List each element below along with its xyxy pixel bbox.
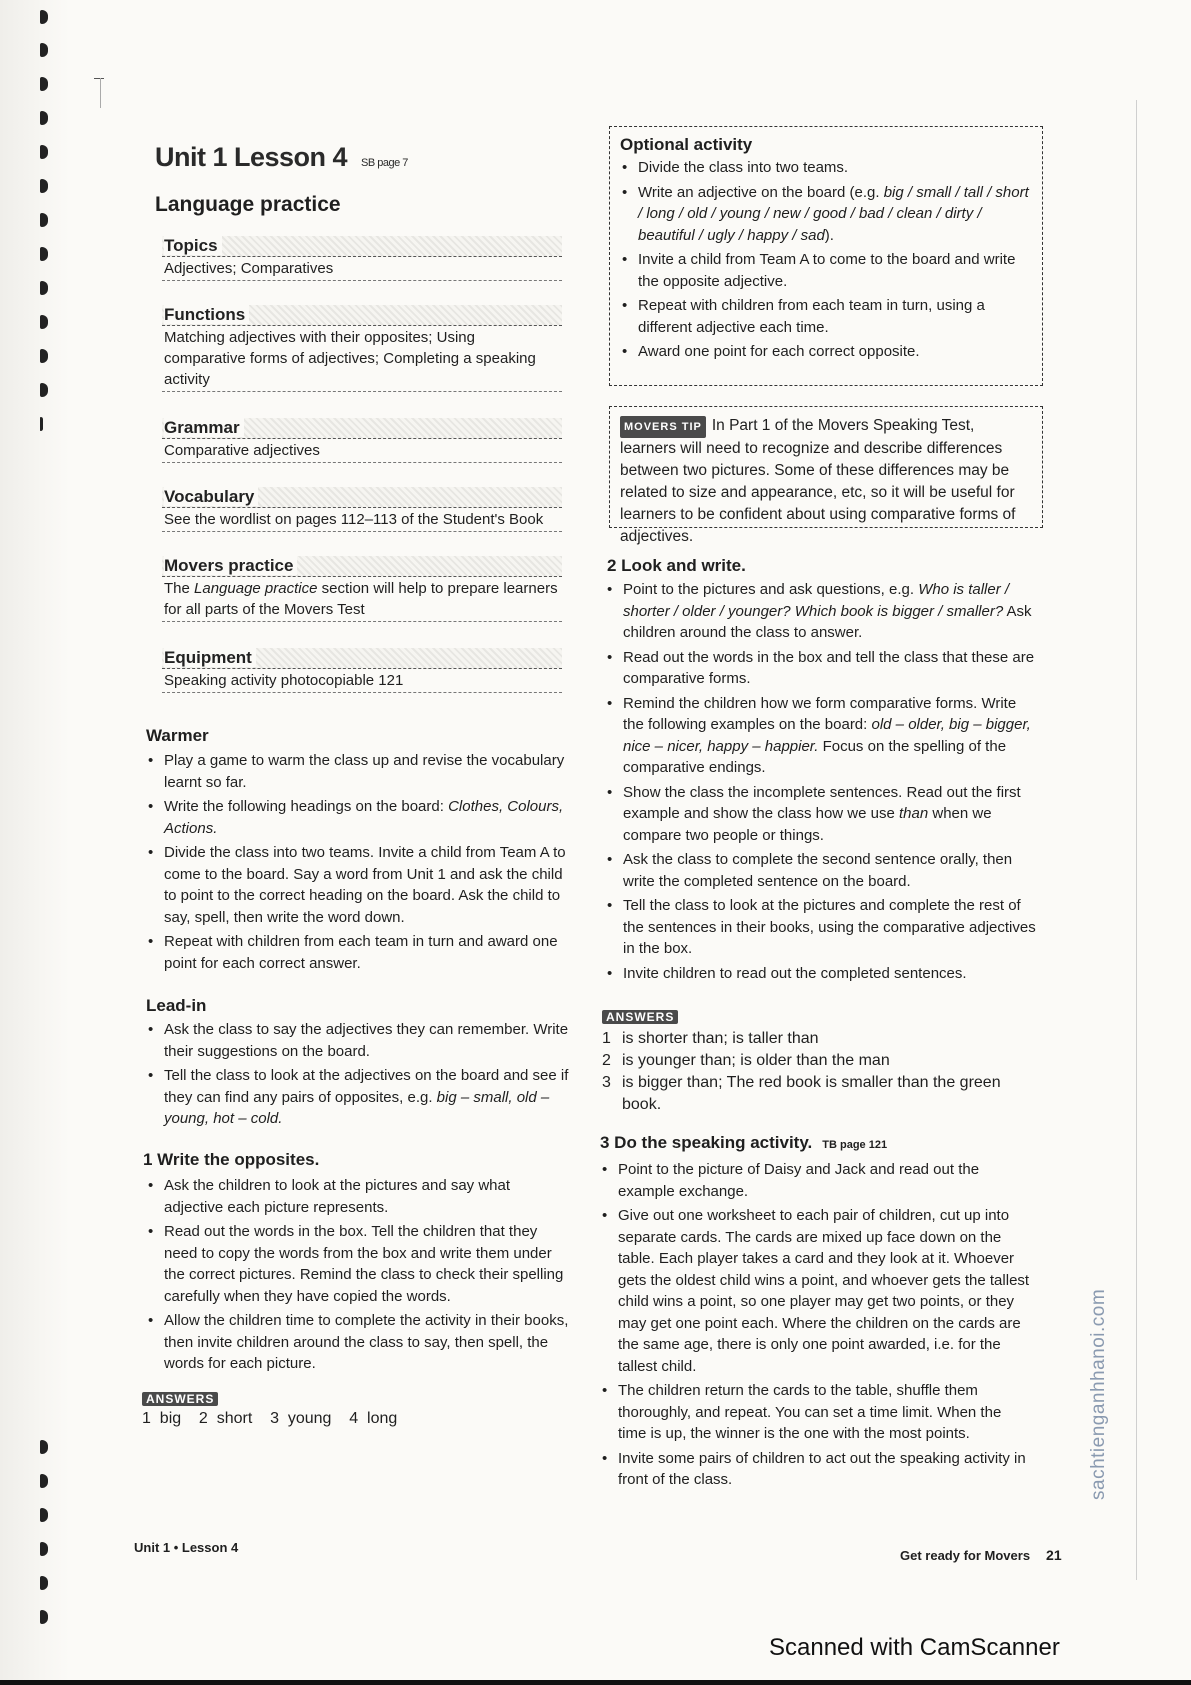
tb-page-ref: TB page 121 [822, 1139, 888, 1151]
binding-hole [40, 1610, 48, 1624]
exercise-2-answers [600, 1028, 1032, 1116]
warmer-list [146, 750, 571, 977]
binding-hole [40, 145, 48, 159]
list-item: • Divide the class into two teams. [620, 157, 1032, 179]
movers-tip-box [609, 406, 1043, 545]
binding-hole [40, 10, 48, 24]
answer-item: 1 is shorter than; is taller than [602, 1030, 819, 1047]
binding-hole [40, 1440, 48, 1454]
exercise-3-list [600, 1159, 1032, 1494]
exercise-1-answers-label [142, 1390, 218, 1408]
list-item: • Ask the children to look at the pictures and say what adjective each picture represents. [146, 1175, 571, 1218]
list-item: • Write the following headings on the board: Clothes, Colours, Actions. [146, 796, 571, 839]
binding-hole [40, 315, 48, 329]
exercise-2-answers-label [602, 1008, 678, 1026]
list-item: • Write an adjective on the board (e.g. big / small / tall / short / long / old / young / new / good / bad / clean / dirty / beautiful / ugly / happy / sad). [620, 182, 1032, 247]
list-item: • Repeat with children from each team in turn, using a different adjective each time. [620, 295, 1032, 338]
list-item: • Read out the words in the box. Tell the children that they need to copy the words from the box and write them under the correct pictures. Remind the class to check their spelling carefully when they have copied the words. [146, 1221, 571, 1307]
info-body: Comparative adjectives [162, 439, 562, 463]
exercise-1-heading: 1 Write the opposites. [143, 1150, 320, 1169]
info-vocabulary [162, 487, 562, 532]
binding-hole [40, 383, 48, 397]
optional-activity-box [609, 126, 1043, 386]
list-item: • Invite children to read out the completed sentences. [605, 963, 1037, 985]
list-item: • Play a game to warm the class up and revise the vocabulary learnt so far. [146, 750, 571, 793]
binding-hole [40, 77, 48, 91]
optional-activity-title: Optional activity [620, 135, 753, 154]
list-item: • Give out one worksheet to each pair of children, cut up into separate cards. The cards are mixed up face down on the table. Each player takes a card and they look at it. Whoever gets the oldest child wins a point, and whoever gets the tallest child wins a point, so one player may get two points, or they may get one point each. Where the children on the cards are the same age, there is only one point awarded, i.e. for the tallest child. [600, 1205, 1032, 1377]
page-edge [1136, 100, 1137, 1580]
binding-hole [40, 349, 48, 363]
list-item: • Point to the pictures and ask questions, e.g. Who is taller / shorter / older / younger? Which book is bigger / smaller? Ask children around the class to answer. [605, 579, 1037, 644]
list-item: • Award one point for each correct opposite. [620, 341, 1032, 363]
lead-in-heading: Lead-in [146, 996, 207, 1015]
info-equipment [162, 648, 562, 693]
crop-mark [94, 78, 104, 79]
info-grammar [162, 418, 562, 463]
answers-badge: ANSWERS [602, 1010, 678, 1024]
page-number: 21 [1046, 1547, 1062, 1563]
scanner-label: Scanned with CamScanner [769, 1634, 1060, 1661]
list-item: • Ask the class to say the adjectives they can remember. Write their suggestions on the board. [146, 1019, 571, 1062]
binding-hole [40, 213, 48, 227]
binding-hole [40, 1508, 48, 1522]
binding-hole [40, 179, 48, 193]
list-item: • Invite a child from Team A to come to the board and write the opposite adjective. [620, 249, 1032, 292]
lesson-title: Unit 1 Lesson 4 SB page 7 [155, 142, 408, 172]
exercise-3-heading: 3 Do the speaking activity. TB page 121 [600, 1133, 888, 1152]
footer-book-label: Get ready for Movers 21 [900, 1547, 1062, 1563]
list-item: • Show the class the incomplete sentences. Read out the first example and show the class how we use than when we compare two people or things. [605, 782, 1037, 847]
binding-hole [40, 111, 48, 125]
list-item: • Point to the picture of Daisy and Jack and read out the example exchange. [600, 1159, 1032, 1202]
info-body: Adjectives; Comparatives [162, 257, 562, 281]
warmer-heading: Warmer [146, 726, 209, 745]
list-item: • Tell the class to look at the adjectives on the board and see if they can find any pairs of opposites, e.g. big – small, old – young, hot – cold. [146, 1065, 571, 1130]
list-item: • Invite some pairs of children to act out the speaking activity in front of the class. [600, 1448, 1032, 1491]
info-heading: Functions [164, 305, 249, 324]
binding-hole [40, 1542, 48, 1556]
binding-hole [40, 247, 48, 261]
info-heading: Grammar [164, 418, 244, 437]
info-functions [162, 305, 562, 392]
movers-tip-text: MOVERS TIP In Part 1 of the Movers Speaking Test, learners will need to recognize and describe differences between two pictures. Some of these differences may be related to size and appearance, etc, so it will be useful for learners to be confident about using comparative forms of adjectives. [620, 417, 1016, 545]
info-body: The Language practice section will help to prepare learners for all parts of the Movers Test [162, 577, 562, 622]
sb-page-ref: SB page 7 [361, 157, 408, 169]
exercise-1-list [146, 1175, 571, 1378]
answer-item: 3 is bigger than; The red book is smaller than the green book. [602, 1074, 1001, 1113]
info-heading: Equipment [164, 648, 256, 667]
list-item: • Repeat with children from each team in turn and award one point for each correct answer. [146, 931, 571, 974]
list-item: • Divide the class into two teams. Invite a child from Team A to come to the board. Say a word from Unit 1 and ask the child to point to the correct heading on the board. Ask the child to say, spell, then write the word down. [146, 842, 571, 928]
bottom-bar [0, 1680, 1191, 1685]
binding-hole [40, 1576, 48, 1590]
exercise-2-list [605, 579, 1037, 987]
info-heading: Topics [164, 236, 222, 255]
list-item: • The children return the cards to the table, shuffle them thoroughly, and repeat. You can set a time limit. When the time is up, the winner is the one with the most points. [600, 1380, 1032, 1445]
lead-in-list [146, 1019, 571, 1133]
lesson-subtitle: Language practice [155, 193, 341, 216]
binding-hole [40, 43, 48, 57]
answer-item: 2 is younger than; is older than the man [602, 1052, 890, 1069]
info-movers-practice [162, 556, 562, 622]
info-topics [162, 236, 562, 281]
scan-binding-edge [0, 0, 70, 1685]
list-item: • Tell the class to look at the pictures and complete the rest of the sentences in their books, using the comparative adjectives in the box. [605, 895, 1037, 960]
binding-hole [40, 1474, 48, 1488]
info-heading: Vocabulary [164, 487, 258, 506]
binding-hole [40, 417, 43, 431]
list-item: • Ask the class to complete the second sentence orally, then write the completed sentence on the board. [605, 849, 1037, 892]
footer-lesson-label: Unit 1 • Lesson 4 [134, 1540, 239, 1555]
info-body: Speaking activity photocopiable 121 [162, 669, 562, 693]
info-body: Matching adjectives with their opposites; Using comparative forms of adjectives; Completing a speaking activity [162, 326, 562, 392]
optional-activity-list [620, 157, 1032, 363]
movers-tip-badge: MOVERS TIP [620, 416, 706, 438]
info-heading: Movers practice [164, 556, 297, 575]
watermark-text: sachtienganhhanoi.com [1088, 1288, 1109, 1500]
answers-badge: ANSWERS [142, 1392, 218, 1406]
list-item: • Remind the children how we form comparative forms. Write the following examples on the board: old – older, big – bigger, nice – nicer, happy – happier. Focus on the spelling of the comparative endings. [605, 693, 1037, 779]
binding-hole [40, 281, 48, 295]
list-item: • Allow the children time to complete the activity in their books, then invite children around the class to say, then spell, the words for each picture. [146, 1310, 571, 1375]
list-item: • Read out the words in the box and tell the class that these are comparative forms. [605, 647, 1037, 690]
exercise-2-heading: 2 Look and write. [607, 556, 746, 575]
crop-mark [100, 78, 101, 108]
info-body: See the wordlist on pages 112–113 of the Student's Book [162, 508, 562, 532]
exercise-1-answers: 1 big 2 short 3 young 4 long [142, 1410, 398, 1427]
